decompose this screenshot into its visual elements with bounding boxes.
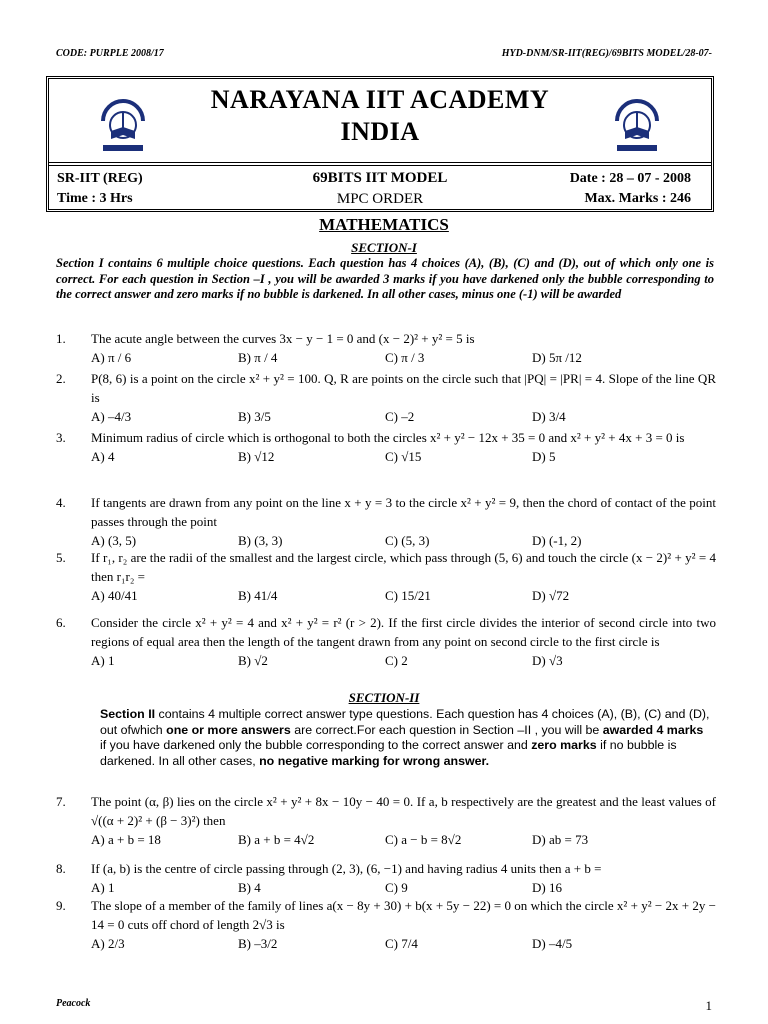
option-b[interactable]: B) 3/5 xyxy=(238,409,271,424)
question-text: P(8, 6) is a point on the circle x² + y² = 100. Q, R are points on the circle such that |PQ| = |PR| = 4. Slope of the line QR is xyxy=(91,371,716,405)
question-4 xyxy=(56,493,716,548)
question-number: 1. xyxy=(56,331,66,346)
subject-title: MATHEMATICS xyxy=(319,215,449,234)
section-2-instructions xyxy=(100,707,710,769)
instr-bold: awarded 4 marks xyxy=(602,722,704,737)
divider xyxy=(49,165,711,166)
option-a[interactable]: A) 1 xyxy=(91,653,115,668)
options xyxy=(91,651,716,668)
question-number: 3. xyxy=(56,430,66,445)
option-a[interactable]: A) 2/3 xyxy=(91,936,125,951)
question-1 xyxy=(56,329,716,365)
option-d[interactable]: D) √72 xyxy=(532,588,570,603)
section-1-title: SECTION-I xyxy=(351,240,417,255)
options xyxy=(91,830,716,847)
instr-bold: Section II xyxy=(100,707,156,721)
question-number: 7. xyxy=(56,794,66,809)
option-a[interactable]: A) –4/3 xyxy=(91,409,132,424)
option-d[interactable]: D) 5π /12 xyxy=(532,350,582,365)
options xyxy=(91,531,716,548)
section-2-title: SECTION-II xyxy=(348,690,420,705)
question-7 xyxy=(56,792,716,847)
option-a[interactable]: A) 4 xyxy=(91,449,115,464)
institute-country: INDIA xyxy=(340,117,420,146)
question-number: 8. xyxy=(56,861,66,876)
instr-text: are correct.For each question in Section –II , you will be xyxy=(290,722,603,737)
option-c[interactable]: C) √15 xyxy=(385,449,422,464)
instr-text: contains 4 multiple correct answer type questions. Each question has 4 choices (A), (B), (C) and (D), out ofwhich xyxy=(100,707,710,737)
option-a[interactable]: A) (3, 5) xyxy=(91,533,137,548)
header-box xyxy=(46,76,714,212)
option-c[interactable]: C) π / 3 xyxy=(385,350,425,365)
question-text: The acute angle between the curves 3x − y − 1 = 0 and (x − 2)² + y² = 5 is xyxy=(91,331,475,346)
question-8 xyxy=(56,859,716,895)
option-d[interactable]: D) 5 xyxy=(532,449,556,464)
option-c[interactable]: C) 2 xyxy=(385,653,408,668)
option-b[interactable]: B) –3/2 xyxy=(238,936,278,951)
section-1-instructions xyxy=(56,256,714,303)
exam-duration: Time : 3 Hrs xyxy=(57,191,133,206)
footer-label: Peacock xyxy=(56,998,91,1009)
option-b[interactable]: B) 41/4 xyxy=(238,588,278,603)
question-6 xyxy=(56,613,716,668)
question-number: 5. xyxy=(56,550,66,565)
question-text: The point (α, β) lies on the circle x² + y² + 8x − 10y − 40 = 0. If a, b respectively are the greatest and the least values of √((α + 2)² + (β − 3)²) then xyxy=(91,794,716,828)
option-d[interactable]: D) √3 xyxy=(532,653,563,668)
instr-text: if no bubble is darkened. In all other cases, xyxy=(100,738,677,768)
question-5 xyxy=(56,548,716,603)
option-c[interactable]: C) (5, 3) xyxy=(385,533,430,548)
option-a[interactable]: A) a + b = 18 xyxy=(91,832,161,847)
options xyxy=(91,586,716,603)
max-marks: Max. Marks : 246 xyxy=(584,191,691,206)
options xyxy=(91,407,716,424)
options xyxy=(91,878,716,895)
options xyxy=(91,447,716,464)
instr-bold: no negative marking for wrong answer. xyxy=(259,753,490,768)
option-c[interactable]: C) 7/4 xyxy=(385,936,418,951)
options xyxy=(91,348,716,365)
question-number: 9. xyxy=(56,898,66,913)
option-d[interactable]: D) –4/5 xyxy=(532,936,573,951)
reference-label: HYD-DNM/SR-IIT(REG)/69BITS MODEL/28-07- xyxy=(501,48,712,59)
batch-label: SR-IIT (REG) xyxy=(57,171,143,186)
option-a[interactable]: A) 40/41 xyxy=(91,588,138,603)
option-b[interactable]: B) √12 xyxy=(238,449,275,464)
question-9 xyxy=(56,896,716,951)
question-text: Minimum radius of circle which is orthogonal to both the circles x² + y² − 12x + 35 = 0 and x² + y² + 4x + 3 = 0 is xyxy=(91,430,685,445)
option-c[interactable]: C) 15/21 xyxy=(385,588,431,603)
option-b[interactable]: B) π / 4 xyxy=(238,350,278,365)
options xyxy=(91,934,716,951)
question-text: If tangents are drawn from any point on the line x + y = 3 to the circle x² + y² = 9, then the chord of contact of the point passes through the point xyxy=(91,495,716,529)
code-label: CODE: PURPLE 2008/17 xyxy=(56,48,164,59)
question-3 xyxy=(56,428,716,464)
option-c[interactable]: C) –2 xyxy=(385,409,415,424)
instr-bold: one or more answers xyxy=(166,722,291,737)
subject-order: MPC ORDER xyxy=(336,191,424,207)
question-number: 6. xyxy=(56,615,66,630)
question-text: Consider the circle x² + y² = 4 and x² + y² = r² (r > 2). If the first circle divides the interior of second circle into two regions of equal area then the length of the tangent drawn from any point on second circle to the first circle is xyxy=(91,615,716,649)
option-b[interactable]: B) 4 xyxy=(238,880,261,895)
option-d[interactable]: D) (-1, 2) xyxy=(532,533,582,548)
option-a[interactable]: A) π / 6 xyxy=(91,350,132,365)
question-text: If r₁, r₂ are the radii of the smallest and the largest circle, which pass through (5, 6) and touch the circle (x − 2)² + y² = 4 then r₁r₂ = xyxy=(91,550,716,584)
institute-name: NARAYANA IIT ACADEMY xyxy=(210,85,550,114)
option-c[interactable]: C) 9 xyxy=(385,880,408,895)
option-d[interactable]: D) 3/4 xyxy=(532,409,566,424)
exam-date: Date : 28 – 07 - 2008 xyxy=(569,171,691,186)
divider xyxy=(49,162,711,163)
option-a[interactable]: A) 1 xyxy=(91,880,115,895)
instr-bold: zero marks xyxy=(531,738,597,752)
exam-title: 69BITS IIT MODEL xyxy=(312,170,448,186)
option-b[interactable]: B) (3, 3) xyxy=(238,533,283,548)
question-2 xyxy=(56,369,716,424)
option-d[interactable]: D) 16 xyxy=(532,880,562,895)
instr-text: if you have darkened only the bubble corresponding to the correct answer and xyxy=(100,738,532,752)
option-b[interactable]: B) √2 xyxy=(238,653,268,668)
option-c[interactable]: C) a − b = 8√2 xyxy=(385,832,462,847)
option-b[interactable]: B) a + b = 4√2 xyxy=(238,832,315,847)
question-text: If (a, b) is the centre of circle passing through (2, 3), (6, −1) and having radius 4 units then a + b = xyxy=(91,861,602,876)
section-1-instructions-text: Section I contains 6 multiple choice questions. Each question has 4 choices (A), (B), (C) and (D), out of which only one is correct. For each question in Section –I , you will be awarded 3 marks if you have darkened only the bubble corresponding to the correct answer and zero marks if no bubble is darkened. In all other cases, minus one (-1) will be awarded xyxy=(56,256,714,301)
question-number: 4. xyxy=(56,495,66,510)
option-d[interactable]: D) ab = 73 xyxy=(532,832,589,847)
question-number: 2. xyxy=(56,371,66,386)
question-text: The slope of a member of the family of lines a(x − 8y + 30) + b(x + 5y − 22) = 0 on which the circle x² + y² − 2x + 2y − 14 = 0 cuts off chord of length 2√3 is xyxy=(91,898,716,932)
page-number: 1 xyxy=(705,998,712,1013)
